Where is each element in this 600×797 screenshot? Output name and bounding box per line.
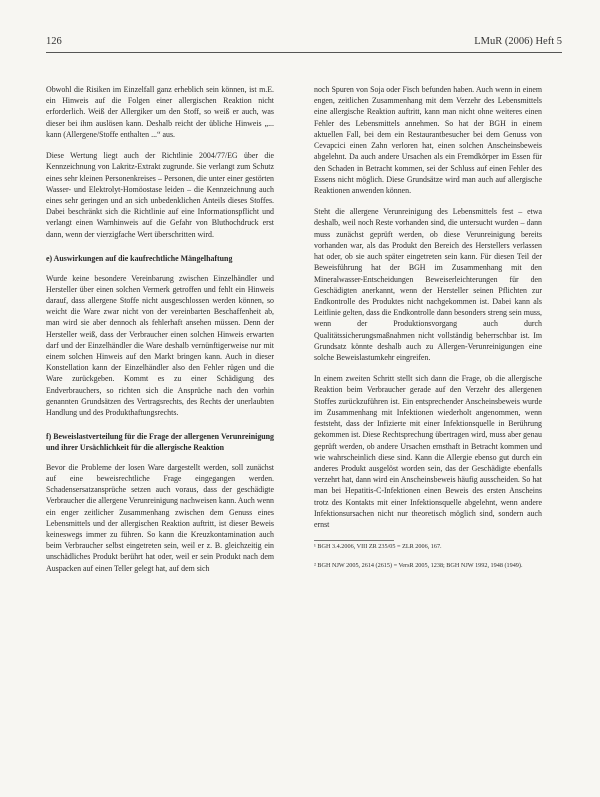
section-heading: e) Auswirkungen auf die kaufrechtliche Mängelhaftung (46, 253, 233, 263)
paragraph: Obwohl die Risiken im Einzelfall ganz erheblich sein können, ist m.E. ein Hinweis auf die Folgen einer allergischen Reaktion nicht erforderlich. Weiß der Allergiker um den Stoff, so weiß er auch, was dieser bei ihm auslösen kann. Deshalb reicht der übliche Hinweis „... kann (Allergene/Stoffe enthalten ...“ aus. (46, 85, 274, 139)
footnote: ² BGH NJW 2005, 2614 (2615) = VersR 2005, 1238; BGH NJW 1992, 1948 (1949). (314, 561, 523, 569)
header-rule (46, 52, 562, 53)
paragraph: noch Spuren von Soja oder Fisch befunden haben. Auch wenn in einem engen, zeitlichen Zusammenhang mit dem Verzehr des Lebensmittels eine allergische Reaktion auftritt, kann man nicht ohne weiteres einen Fehler des Lebensmittels annehmen. So hat der BGH in einem aktuellen Fall, bei dem ein Restaurantbesucher bei dem Genuss von Cevapcici einen Zahn verloren hat, einen solchen Anscheinsbeweis abgelehnt. Da auch andere Ursachen als ein Fremdkörper im Essen für den Schaden in Betracht kommen, sei der Schluss auf einen Fehler des Essens nicht möglich. Diese Grundsätze wird man auch auf allergische Reaktionen anwenden können. (314, 85, 542, 195)
journal-reference: LMuR (2006) Heft 5 (474, 36, 562, 47)
paragraph: Steht die allergene Verunreinigung des Lebensmittels fest – etwa deshalb, weil noch Reste vorhanden sind, die untersucht wurden – dann muss zunächst geprüft werden, ob diese Verunreinigung bereits vorhanden war, als das Produkt den Bereich des Herstellers verlassen hat oder, ob sie auch später eingetreten sein kann. Für diesen Teil der Beweisführung hat der BGH im Zusammenhang mit den Mineralwasser-Entscheidungen Beweiserleichterungen für den Geschädigten anerkannt, wenn der Hersteller seinen Pflichten zur Endkontrolle des Produktes nicht nachgekommen ist. Dabei kann als Leitlinie gelten, dass die Endkontrolle dann besonders streng sein muss, wenn der Produktionsvorgang auch durch Qualitätssicherungsmaßnahmen nicht vollständig beherrschbar ist. Im Grundsatz könnte deshalb auch zu Allergen-Verunreinigungen eine solche Beweislastumkehr eingreifen. (314, 207, 542, 363)
page-header (46, 36, 562, 47)
paragraph: Wurde keine besondere Vereinbarung zwischen Einzelhändler und Hersteller über einen solchen Vermerk getroffen und fehlt ein Hinweis darauf, dass allergene Stoffe nicht ausgeschlossen werden können, so weicht die Ware zwar nicht von der vereinbarten Beschaffenheit ab, man wird sie aber dennoch als fehlerhaft ansehen müssen. Denn der Hersteller weiß, dass der Verbraucher einen solchen Hinweis erwarten darf und der Einzelhändler die Ware deshalb vernünftigerweise nur mit einem solchen Hinweis auf den Markt bringen kann. Auch in dieser Konstellation kann der Einzelhändler also den Fehler rügen und die Ware zurückgeben. Kommt es zu einer Schädigung des Endverbrauchers, so richten sich die Ansprüche nach den vorhin genannten Grundsätzen des Vertragsrechts, des Rechts der unerlaubten Handlung und des Produkthaftungsrechts. (46, 273, 274, 418)
footnote: ¹ BGH 3.4.2006, VIII ZR 235/05 = ZLR 2006, 167. (314, 543, 442, 551)
paragraph: In einem zweiten Schritt stellt sich dann die Frage, ob die allergische Reaktion beim Verbraucher gerade auf den Verzehr des allergenen Stoffes zurückzuführen ist. Ein entsprechender Anscheinsbeweis wurde im Zusammenhang mit Infektionen wiederholt angenommen, wenn feststeht, dass der Infizierte mit einer Infektionsquelle in Berührung gekommen ist. Diese Rechtsprechung übertragen wird, muss aber genau geprüft werden, ob andere Ursachen ernsthaft in Betracht kommen und wie wahrscheinlich diese sind. Kann die Allergie ebenso gut durch ein anderes Produkt ausgelöst worden sein, das der Geschädigte ebenfalls verzehrt hat, dann wird ein Anscheinsbeweis häufig ausscheiden. So hat man bei Hepatitis-C-Infektionen einen Beweis des ersten Anscheins trotz des Kontakts mit einer Infektionsquelle abgelehnt, wenn andere Infektionsursachen nicht nur theoretisch möglich sind, sondern auch ernst (314, 374, 542, 530)
section-heading: f) Beweislastverteilung für die Frage der allergenen Verunreinigung und ihrer Ursächlichkeit für die allergische Reaktion (46, 432, 274, 453)
left-column (46, 84, 274, 584)
paragraph: Diese Wertung liegt auch der Richtlinie 2004/77/EG über die Kennzeichnung von Lakritz-Extrakt zugrunde. Sie verlangt zum Schutz eines sehr kleinen Personenkreises – Personen, die unter einer gestörten Wasser- und Elektrolyt-Homöostase leiden – die Kennzeichnung auch eines sehr geringen und an sich unbedenklichen Anteils dieses Stoffes. Dabei beschränkt sich die Richtlinie auf eine Informationspflicht und verlangt einen Warnhinweis auf die Gefahr von Bluthochdruck erst dann, wenn der vierzigfache Wert überschritten wird. (46, 151, 274, 239)
page-number: 126 (46, 36, 62, 47)
right-column (314, 84, 542, 580)
paragraph: Bevor die Probleme der losen Ware dargestellt werden, soll zunächst auf eine beweisrechtliche Frage eingegangen werden. Schadensersatzansprüche setzen auch voraus, dass der geschädigte Verbraucher die allergene Verunreinigung nachweisen kann. Auch wenn ein enger zeitlicher Zusammenhang zwischen dem Genuss eines Lebensmittels und der allergischen Reaktion auftritt, ist dieser Beweis keineswegs immer zu führen. So kann die Kreuzkontamination auch beim Verbraucher selbst eingetreten sein, weil er z. B. gleichzeitig ein unschädliches Produkt berührt hat oder, weil er sein Produkt nach dem Auspacken auf einen Teller gelegt hat, auf dem sich (46, 462, 274, 573)
